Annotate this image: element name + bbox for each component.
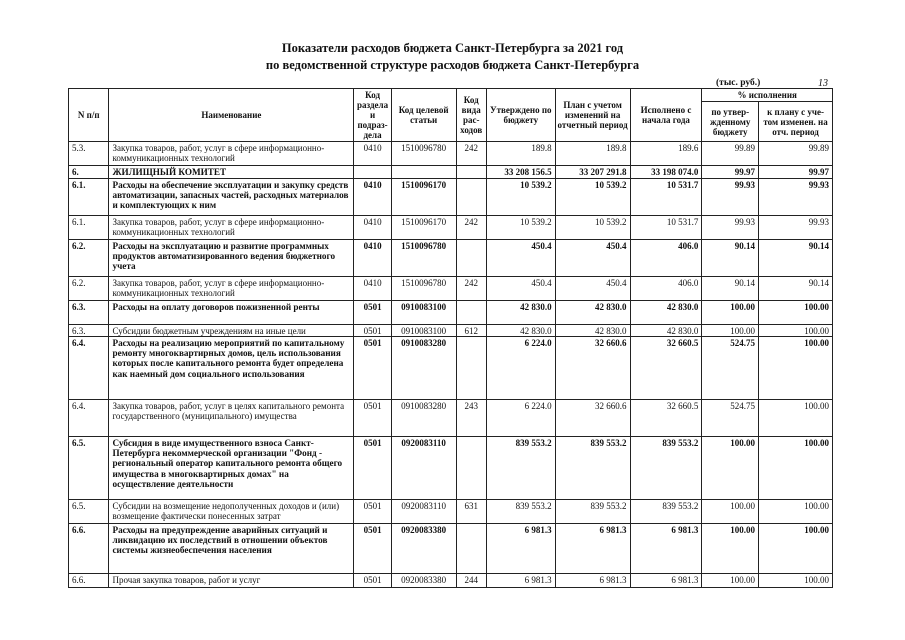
table-row — [69, 399, 833, 436]
row-plan-value: 839 553.2 — [555, 499, 630, 523]
report-title: Показатели расходов бюджета Санкт-Петербурга за 2021 год — [281, 41, 624, 55]
row-name: Расходы на обеспечение эксплуатации и закупку средств автоматизации, запасных частей, расходных материалов и комплектующих к ним — [109, 178, 354, 215]
row-percent-plan: 90.14 — [759, 239, 833, 276]
row-executed-value: 10 531.7 — [630, 215, 702, 239]
row-percent-plan: 100.00 — [759, 436, 833, 499]
header-percent: % исполнения — [702, 89, 833, 102]
row-target-article-code: 0920083110 — [391, 499, 456, 523]
row-section-code: 0410 — [354, 239, 391, 276]
row-percent-plan: 100.00 — [759, 523, 833, 573]
row-expense-type-code — [456, 336, 486, 399]
row-section-code: 0410 — [354, 276, 391, 300]
row-plan-value: 10 539.2 — [555, 178, 630, 215]
row-plan-value: 33 207 291.8 — [555, 166, 630, 178]
row-executed-value: 406.0 — [630, 276, 702, 300]
row-target-article-code: 1510096780 — [391, 239, 456, 276]
row-name: Расходы на оплату договоров пожизненной ренты — [109, 300, 354, 324]
header-target-article: Код целевой статьи — [391, 89, 456, 142]
row-name: Расходы на реализацию мероприятий по капитальному ремонту многоквартирных домов, цель использования которых после капитального ремонта будет определена как наемный дом социального использования — [109, 336, 354, 399]
row-target-article-code: 0910083100 — [391, 300, 456, 324]
table-row — [69, 523, 833, 573]
row-approved-value: 42 830.0 — [486, 324, 555, 336]
header-n: N п/п — [69, 89, 109, 142]
row-target-article-code: 1510096780 — [391, 142, 456, 166]
row-plan-value: 6 981.3 — [555, 573, 630, 587]
table-row — [69, 178, 833, 215]
row-percent-approved: 100.00 — [702, 573, 759, 587]
row-number: 6.6. — [69, 523, 109, 573]
header-executed: Исполнено с начала года — [630, 89, 702, 142]
row-section-code: 0501 — [354, 399, 391, 436]
row-plan-value: 450.4 — [555, 239, 630, 276]
row-number: 5.3. — [69, 142, 109, 166]
row-approved-value: 10 539.2 — [486, 215, 555, 239]
row-number: 6. — [69, 166, 109, 178]
row-percent-plan: 100.00 — [759, 336, 833, 399]
row-percent-plan: 99.89 — [759, 142, 833, 166]
row-section-code: 0501 — [354, 499, 391, 523]
row-name: Расходы на эксплуатацию и развитие программных продуктов автоматизированного ведения бюджетного учета — [109, 239, 354, 276]
row-name: Расходы на предупреждение аварийных ситуаций и ликвидацию их последствий в отношении объектов системы жизнеобеспечения населения — [109, 523, 354, 573]
row-section-code: 0410 — [354, 178, 391, 215]
row-executed-value: 839 553.2 — [630, 499, 702, 523]
row-plan-value: 839 553.2 — [555, 436, 630, 499]
row-approved-value: 450.4 — [486, 276, 555, 300]
row-target-article-code: 0920083380 — [391, 523, 456, 573]
table-body — [69, 142, 833, 587]
row-percent-plan: 90.14 — [759, 276, 833, 300]
row-expense-type-code — [456, 523, 486, 573]
row-section-code: 0501 — [354, 436, 391, 499]
row-name: Субсидия в виде имущественного взноса Санкт-Петербурга некоммерческой организации "Фонд - региональный оператор капитального ремонта общего имущества в многоквартирных домах" на осуществление деятельности — [109, 436, 354, 499]
row-percent-approved: 90.14 — [702, 239, 759, 276]
row-name: Закупка товаров, работ, услуг в целях капитального ремонта государственного (муниципального) имущества — [109, 399, 354, 436]
row-approved-value: 189.8 — [486, 142, 555, 166]
row-target-article-code: 1510096170 — [391, 178, 456, 215]
row-approved-value: 6 224.0 — [486, 336, 555, 399]
row-approved-value: 33 208 156.5 — [486, 166, 555, 178]
row-target-article-code: 0910083100 — [391, 324, 456, 336]
row-executed-value: 406.0 — [630, 239, 702, 276]
row-approved-value: 6 981.3 — [486, 573, 555, 587]
row-percent-approved: 524.75 — [702, 399, 759, 436]
row-target-article-code: 1510096170 — [391, 215, 456, 239]
units-label: (тыс. руб.) — [716, 78, 761, 88]
row-plan-value: 450.4 — [555, 276, 630, 300]
table-row — [69, 276, 833, 300]
row-number: 6.1. — [69, 215, 109, 239]
row-percent-approved: 90.14 — [702, 276, 759, 300]
row-executed-value: 32 660.5 — [630, 336, 702, 399]
row-expense-type-code: 631 — [456, 499, 486, 523]
row-section-code: 0501 — [354, 324, 391, 336]
row-executed-value: 6 981.3 — [630, 573, 702, 587]
row-section-code: 0501 — [354, 336, 391, 399]
header-expense-type: Код вида рас-ходов — [456, 89, 486, 142]
row-expense-type-code — [456, 300, 486, 324]
row-section-code: 0501 — [354, 300, 391, 324]
row-expense-type-code: 242 — [456, 276, 486, 300]
row-approved-value: 839 553.2 — [486, 499, 555, 523]
header-percent-approved: по утвер-жденному бюджету — [702, 102, 759, 142]
row-expense-type-code: 243 — [456, 399, 486, 436]
row-executed-value: 6 981.3 — [630, 523, 702, 573]
table-row — [69, 166, 833, 178]
row-plan-value: 32 660.6 — [555, 336, 630, 399]
row-target-article-code: 0910083280 — [391, 336, 456, 399]
row-number: 6.1. — [69, 178, 109, 215]
row-name: Субсидии бюджетным учреждениям на иные цели — [109, 324, 354, 336]
table-row — [69, 239, 833, 276]
table-row — [69, 436, 833, 499]
row-percent-plan: 100.00 — [759, 324, 833, 336]
row-name: Прочая закупка товаров, работ и услуг — [109, 573, 354, 587]
table-row — [69, 336, 833, 399]
row-expense-type-code: 242 — [456, 142, 486, 166]
row-executed-value: 42 830.0 — [630, 324, 702, 336]
row-percent-plan: 99.93 — [759, 215, 833, 239]
row-approved-value: 10 539.2 — [486, 178, 555, 215]
header-name: Наименование — [109, 89, 354, 142]
table-row — [69, 215, 833, 239]
row-percent-approved: 99.93 — [702, 215, 759, 239]
row-percent-plan: 100.00 — [759, 573, 833, 587]
row-target-article-code — [391, 166, 456, 178]
row-percent-approved: 100.00 — [702, 436, 759, 499]
row-plan-value: 32 660.6 — [555, 399, 630, 436]
row-percent-plan: 100.00 — [759, 300, 833, 324]
table-row — [69, 300, 833, 324]
row-name: ЖИЛИЩНЫЙ КОМИТЕТ — [109, 166, 354, 178]
header-percent-plan: к плану с уче-том изменен. на отч. период — [759, 102, 833, 142]
row-executed-value: 10 531.7 — [630, 178, 702, 215]
row-section-code: 0410 — [354, 215, 391, 239]
row-approved-value: 42 830.0 — [486, 300, 555, 324]
row-percent-approved: 524.75 — [702, 336, 759, 399]
row-executed-value: 32 660.5 — [630, 399, 702, 436]
row-section-code: 0501 — [354, 573, 391, 587]
row-approved-value: 6 224.0 — [486, 399, 555, 436]
row-target-article-code: 0920083110 — [391, 436, 456, 499]
row-plan-value: 189.8 — [555, 142, 630, 166]
row-expense-type-code — [456, 239, 486, 276]
row-number: 6.6. — [69, 573, 109, 587]
row-number: 6.4. — [69, 336, 109, 399]
row-expense-type-code: 244 — [456, 573, 486, 587]
row-number: 6.4. — [69, 399, 109, 436]
row-plan-value: 6 981.3 — [555, 523, 630, 573]
row-expense-type-code: 242 — [456, 215, 486, 239]
row-plan-value: 10 539.2 — [555, 215, 630, 239]
row-approved-value: 839 553.2 — [486, 436, 555, 499]
expenditure-table — [68, 88, 833, 588]
row-executed-value: 839 553.2 — [630, 436, 702, 499]
page-number: 13 — [818, 78, 828, 89]
row-percent-approved: 100.00 — [702, 499, 759, 523]
header-razdel: Код раздела и подраз-дела — [354, 89, 391, 142]
row-expense-type-code — [456, 166, 486, 178]
row-name: Закупка товаров, работ, услуг в сфере информационно-коммуникационных технологий — [109, 276, 354, 300]
table-row — [69, 573, 833, 587]
row-expense-type-code — [456, 178, 486, 215]
table-row — [69, 324, 833, 336]
row-executed-value: 42 830.0 — [630, 300, 702, 324]
table-row — [69, 499, 833, 523]
row-percent-plan: 100.00 — [759, 499, 833, 523]
header-plan: План с учетом изменений на отчетный период — [555, 89, 630, 142]
row-number: 6.2. — [69, 239, 109, 276]
row-expense-type-code — [456, 436, 486, 499]
row-executed-value: 33 198 074.0 — [630, 166, 702, 178]
row-percent-approved: 99.89 — [702, 142, 759, 166]
row-section-code — [354, 166, 391, 178]
row-number: 6.3. — [69, 324, 109, 336]
row-section-code: 0501 — [354, 523, 391, 573]
header-approved: Утверждено по бюджету — [486, 89, 555, 142]
row-percent-plan: 100.00 — [759, 399, 833, 436]
row-approved-value: 6 981.3 — [486, 523, 555, 573]
row-number: 6.2. — [69, 276, 109, 300]
row-number: 6.5. — [69, 436, 109, 499]
row-percent-approved: 100.00 — [702, 300, 759, 324]
row-number: 6.5. — [69, 499, 109, 523]
row-percent-plan: 99.97 — [759, 166, 833, 178]
row-percent-approved: 100.00 — [702, 324, 759, 336]
row-section-code: 0410 — [354, 142, 391, 166]
row-percent-approved: 99.93 — [702, 178, 759, 215]
row-number: 6.3. — [69, 300, 109, 324]
row-percent-approved: 100.00 — [702, 523, 759, 573]
row-approved-value: 450.4 — [486, 239, 555, 276]
row-plan-value: 42 830.0 — [555, 324, 630, 336]
row-name: Закупка товаров, работ, услуг в сфере информационно-коммуникационных технологий — [109, 142, 354, 166]
row-percent-approved: 99.97 — [702, 166, 759, 178]
row-target-article-code: 1510096780 — [391, 276, 456, 300]
row-executed-value: 189.6 — [630, 142, 702, 166]
row-plan-value: 42 830.0 — [555, 300, 630, 324]
report-subtitle: по ведомственной структуре расходов бюджета Санкт-Петербурга — [265, 58, 640, 72]
row-target-article-code: 0910083280 — [391, 399, 456, 436]
row-percent-plan: 99.93 — [759, 178, 833, 215]
row-target-article-code: 0920083380 — [391, 573, 456, 587]
table-row — [69, 142, 833, 166]
row-expense-type-code: 612 — [456, 324, 486, 336]
row-name: Субсидии на возмещение недополученных доходов и (или) возмещение фактически понесенных затрат — [109, 499, 354, 523]
row-name: Закупка товаров, работ, услуг в сфере информационно-коммуникационных технологий — [109, 215, 354, 239]
